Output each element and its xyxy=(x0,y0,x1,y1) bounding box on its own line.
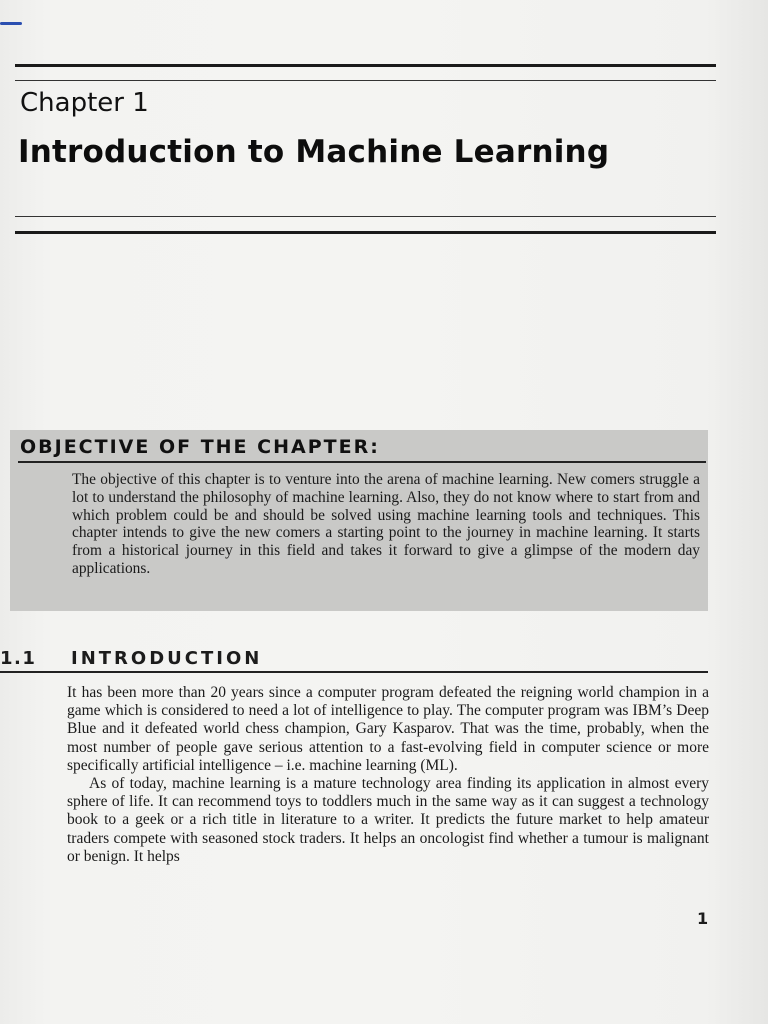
body-paragraph: It has been more than 20 years since a computer program defeated the reigning world champion in a game which is considered to need a lot of intelligence to play. The computer program was IBM’s Deep Blue and it defeated world chess champion, Gary Kasparov. That was the time, probably, when the most number of people gave serious attention to a fast-evolving field in computer science or more specifically artificial intelligence – i.e. machine learning (ML). xyxy=(67,684,709,774)
objective-heading: OBJECTIVE OF THE CHAPTER: xyxy=(20,436,380,458)
objective-text: The objective of this chapter is to venture into the arena of machine learning. New comers struggle a lot to understand the philosophy of machine learning. Also, they do not know where to start from and which problem could be and should be solved using machine learning tools and techniques. This chapter intends to give the new comers a starting point to the journey in machine learning. It starts from a historical journey in this field and takes it forward to give a glimpse of the modern day applications. xyxy=(72,471,700,577)
section-rule xyxy=(0,671,708,673)
top-rule-thin xyxy=(15,80,716,81)
section-number: 1.1 xyxy=(0,648,37,669)
title-rule-thick xyxy=(15,231,716,234)
body-text xyxy=(67,684,709,866)
chapter-title: Introduction to Machine Learning xyxy=(18,134,610,170)
objective-rule xyxy=(18,461,706,463)
section-title: INTRODUCTION xyxy=(71,648,263,669)
chapter-label: Chapter 1 xyxy=(20,88,149,118)
objective-box xyxy=(10,430,708,611)
top-rule-thick xyxy=(15,64,716,67)
page-number: 1 xyxy=(697,909,709,928)
title-rule-thin xyxy=(15,216,716,217)
page-edge-mark xyxy=(0,22,22,25)
body-paragraph: As of today, machine learning is a mature technology area finding its application in almost every sphere of life. It can recommend toys to toddlers much in the same way as it can suggest a technology book to a geek or a rich title in literature to a writer. It predicts the future market to help amateur traders compete with seasoned stock traders. It helps an oncologist find whether a tumour is malignant or benign. It helps xyxy=(67,775,709,865)
